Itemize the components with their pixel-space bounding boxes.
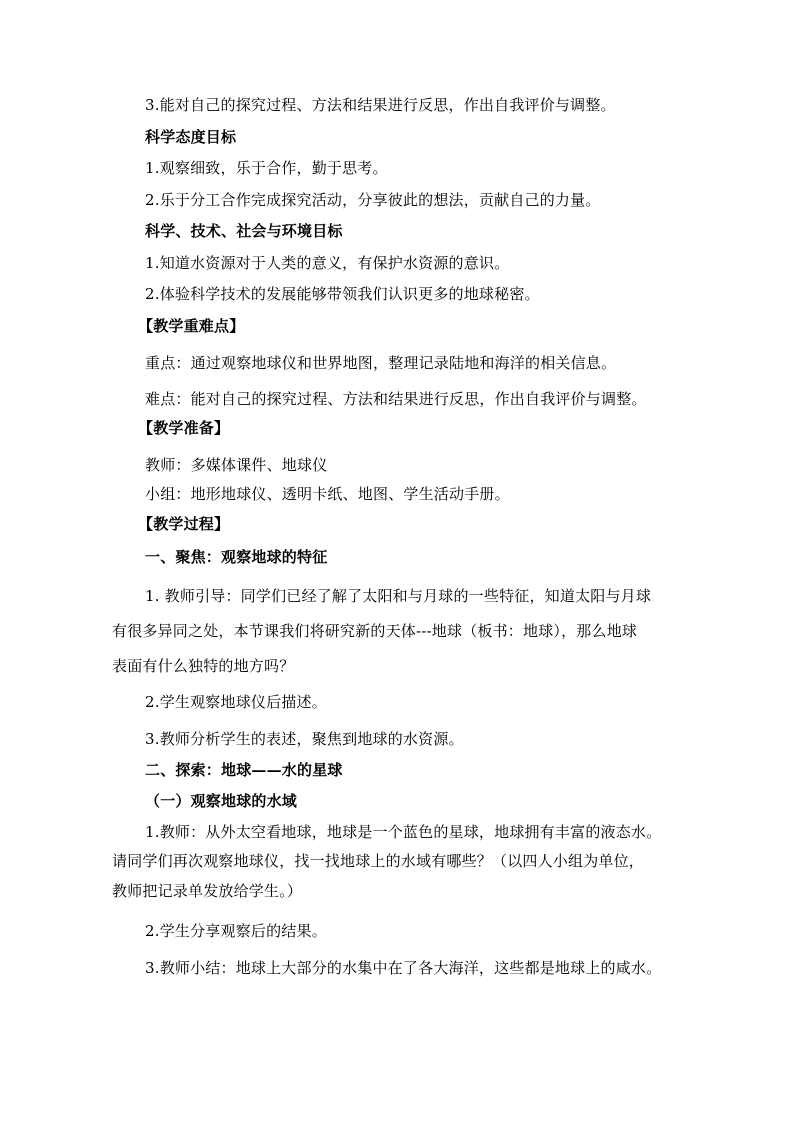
paragraph-ssst-1: 1.知道水资源对于人类的意义，有保护水资源的意识。 bbox=[145, 254, 510, 272]
paragraph-attitude-1: 1.观察细致，乐于合作，勤于思考。 bbox=[145, 159, 388, 177]
paragraph-attitude-2: 2.乐于分工合作完成探究活动，分享彼此的想法，贡献自己的力量。 bbox=[145, 191, 601, 209]
paragraph-s2-2: 2.学生分享观察后的结果。 bbox=[145, 922, 327, 940]
paragraph-process-reflect: 3.能对自己的探究过程、方法和结果进行反思，作出自我评价与调整。 bbox=[145, 96, 616, 114]
heading-subsection-1: （一）观察地球的水域 bbox=[145, 792, 298, 810]
paragraph-s1-1-line2: 有很多异同之处，本节课我们将研究新的天体---地球（板书：地球），那么地球 bbox=[112, 622, 638, 640]
paragraph-s1-3: 3.教师分析学生的表述，聚焦到地球的水资源。 bbox=[145, 730, 464, 748]
paragraph-s2-1-line1: 1.教师：从外太空看地球，地球是一个蓝色的星球，地球拥有丰富的液态水。 bbox=[145, 823, 662, 841]
heading-section-2: 二、探索：地球——水的星球 bbox=[145, 761, 343, 779]
heading-section-1: 一、聚焦：观察地球的特征 bbox=[145, 548, 328, 566]
heading-ssst-goals: 科学、技术、社会与环境目标 bbox=[145, 222, 343, 240]
heading-key-difficult: 【教学重难点】 bbox=[138, 317, 245, 335]
paragraph-s2-1-line2: 请同学们再次观察地球仪，找一找地球上的水域有哪些？（以四人小组为单位， bbox=[112, 852, 645, 870]
paragraph-s1-2: 2.学生观察地球仪后描述。 bbox=[145, 693, 327, 711]
paragraph-s1-1-line1: 1. 教师引导：同学们已经了解了太阳和与月球的一些特征，知道太阳与月球 bbox=[145, 587, 652, 605]
paragraph-s2-3: 3.教师小结：地球上大部分的水集中在了各大海洋，这些都是地球上的咸水。 bbox=[145, 959, 662, 977]
paragraph-s1-1-line3: 表面有什么独特的地方吗？ bbox=[112, 657, 295, 675]
paragraph-difficult-point: 难点：能对自己的探究过程、方法和结果进行反思，作出自我评价与调整。 bbox=[145, 390, 647, 408]
paragraph-ssst-2: 2.体验科学技术的发展能够带领我们认识更多的地球秘密。 bbox=[145, 285, 540, 303]
paragraph-key-point: 重点：通过观察地球仪和世界地图，整理记录陆地和海洋的相关信息。 bbox=[145, 354, 617, 372]
heading-preparation: 【教学准备】 bbox=[138, 419, 230, 437]
heading-attitude-goals: 科学态度目标 bbox=[145, 128, 237, 146]
paragraph-prep-group: 小组：地形地球仪、透明卡纸、地图、学生活动手册。 bbox=[145, 485, 510, 503]
paragraph-prep-teacher: 教师：多媒体课件、地球仪 bbox=[145, 456, 328, 474]
heading-teaching-process: 【教学过程】 bbox=[138, 515, 230, 533]
paragraph-s2-1-line3: 教师把记录单发放给学生。） bbox=[112, 882, 303, 900]
